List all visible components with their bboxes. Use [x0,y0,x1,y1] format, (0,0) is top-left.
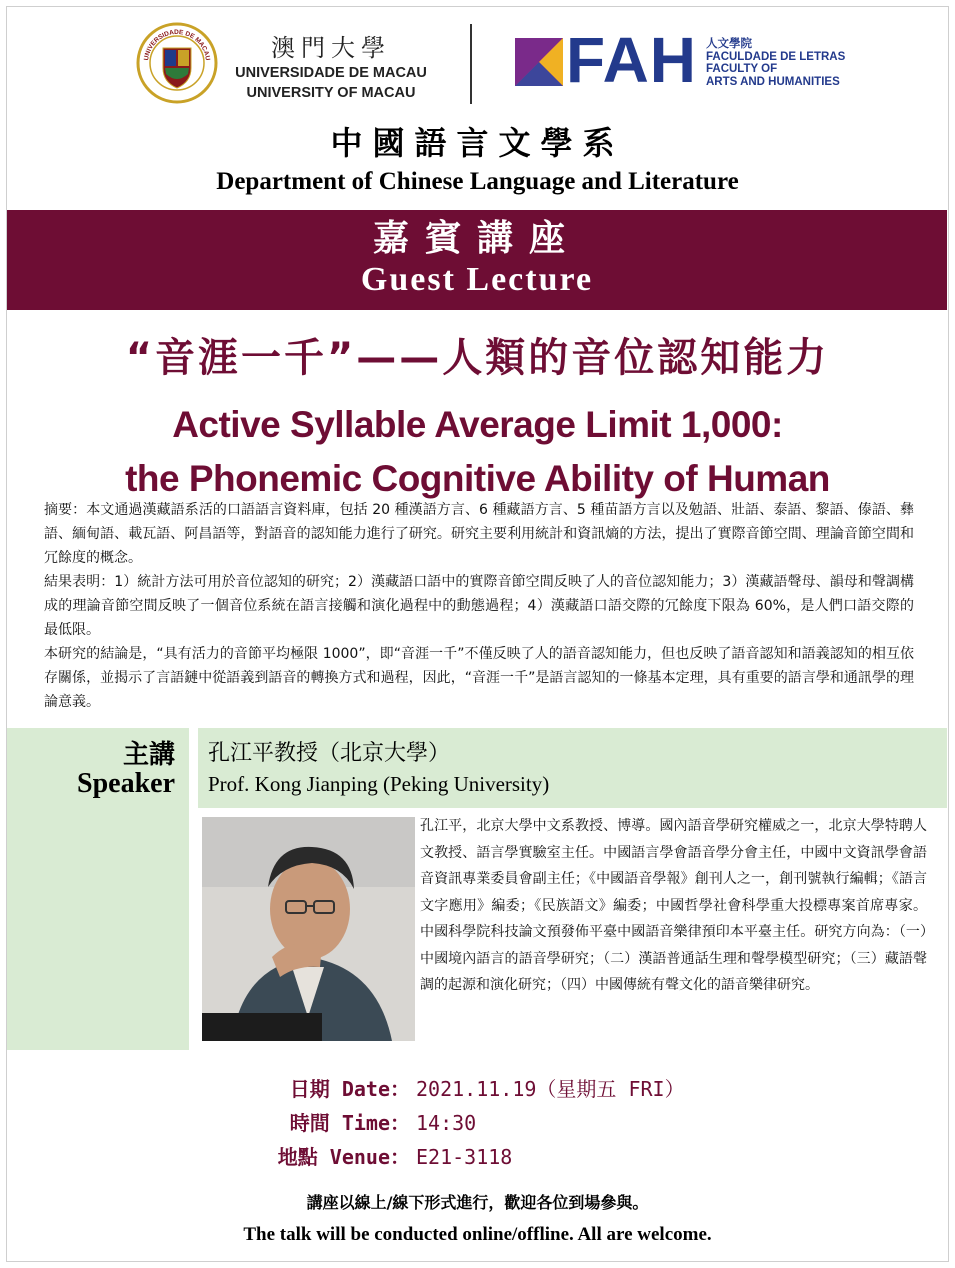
fah-wordmark: FAH [566,24,697,96]
lecture-title-en [0,398,955,506]
time-row [270,1106,685,1140]
seal-ring-text: UNIVERSIDADE DE MACAU [143,28,211,61]
date-label: 日期 Date： [289,1077,410,1101]
guest-lecture-banner [7,210,947,310]
abstract-paragraph: 本研究的結論是，“具有活力的音節平均極限 1000”，即“音涯一千”不僅反映了人的語音認知能力，但也反映了語音認知和語義認知的相互依存關係，並揭示了言語鏈中從語義到語音的轉換方式和過程，因此，“音涯一千”是語言認知的一條基本定理，具有重要的語言學和通訊學的理論意義。 [44,646,914,710]
faculty-name [706,38,845,88]
speaker-label-cn: 主講 [122,740,175,770]
fah-logo-mark [515,38,563,86]
department-title-en: Department of Chinese Language and Literature [216,168,739,195]
lecture-title-en-line1: Active Syllable Average Limit 1,000: [172,404,783,445]
speaker-name-en: Prof. Kong Jianping (Peking University) [208,772,550,796]
university-name [226,28,436,103]
header-divider [470,24,472,104]
university-name-cn: 澳門大學 [271,34,391,62]
venue-label: 地點 Venue： [277,1145,410,1169]
banner-title-en: Guest Lecture [360,261,594,298]
date-value: 2021.11.19（星期五 FRI） [416,1077,685,1101]
banner-title-cn: 嘉賓講座 [372,217,581,259]
abstract [44,498,914,714]
faculty-name-line: FACULTY OF [706,63,778,75]
speaker-label-en: Speaker [77,768,175,799]
faculty-name-line: ARTS AND HUMANITIES [706,75,840,88]
header [0,18,955,118]
speaker-name-cn: 孔江平教授（北京大學） [208,741,451,766]
notice-cn: 講座以線上/線下形式進行，歡迎各位到場參與。 [306,1193,649,1212]
faculty-name-line: FACULDADE DE LETRAS [706,50,846,63]
abstract-paragraph: 摘要：本文通過漢藏語系活的口語語言資料庫，包括 20 種漢語方言、6 種藏語方言、5 種苗語方言以及勉語、壯語、泰語、黎語、傣語、彝語、緬甸語、載瓦語、阿昌語等，對語音的認知能力進行了研究。研究主要利用統計和資訊熵的方法，提出了實際音節空間、理論音節空間和冗餘度的概念。 [44,502,914,566]
time-value: 14:30 [416,1111,477,1135]
abstract-paragraph: 結果表明：1）統計方法可用於音位認知的研究；2）漢藏語口語中的實際音節空間反映了人的音位認知能力；3）漢藏語聲母、韻母和聲調構成的理論音節空間反映了一個音位系統在語言接觸和演化過程中的動態過程；4）漢藏語口語交際的冗餘度下限為 60%，是人們口語交際的最低限。 [44,574,914,638]
venue-row [270,1140,685,1174]
date-row [270,1072,685,1106]
lecture-title-en-line2: the Phonemic Cognitive Ability of Human [125,458,830,499]
venue-value: E21-3118 [416,1145,513,1169]
lecture-title-cn: “音涯一千”——人類的音位認知能力 [125,335,830,381]
university-name-en: UNIVERSITY OF MACAU [246,85,416,101]
university-name-pt: UNIVERSIDADE DE MACAU [235,65,427,81]
notice-en: The talk will be conducted online/offline. All are welcome. [243,1224,712,1245]
department-title-cn: 中國語言文學系 [330,124,625,162]
faculty-name-line: 人文學院 [706,38,752,50]
speaker-photo [202,817,415,1041]
speaker-bio: 孔江平，北京大學中文系教授、博導。國內語音學研究權威之一，北京大學特聘人文教授、語言學實驗室主任。中國語言學會語音學分會主任，中國中文資訊學會語音資訊專業委員會副主任；《中國語音學報》創刊人之一，創刊號執行編輯；《語言文字應用》編委；《民族語文》編委；中國哲學社會科學重大投標專案首席專家。中國科學院科技論文預發佈平臺中國語音樂律預印本平臺主任。研究方向為：（一）中國境內語言的語音學研究；（二）漢語普通話生理和聲學模型研究；（三）藏語聲調的起源和演化研究；（四）中國傳統有聲文化的語音樂律研究。 [420,818,927,993]
university-seal-logo [136,22,218,104]
event-details [270,1072,685,1174]
time-label: 時間 Time： [289,1111,410,1135]
